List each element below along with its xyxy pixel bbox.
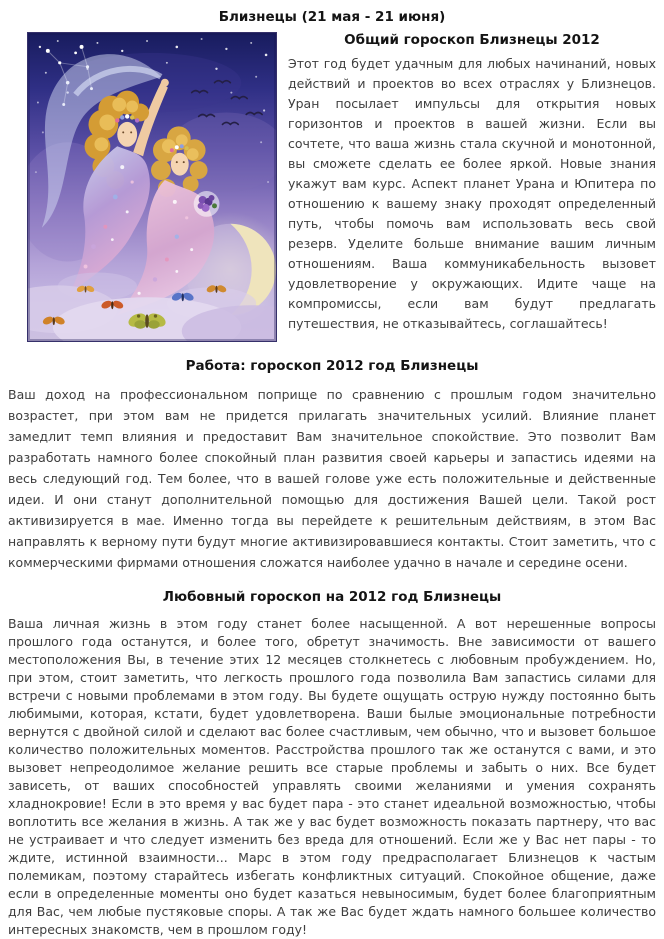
work-heading: Работа: гороскоп 2012 год Близнецы: [185, 358, 479, 374]
love-heading: Любовный гороскоп на 2012 год Близнецы: [162, 589, 502, 605]
gemini-artwork-image: [27, 32, 277, 342]
gemini-painting: [28, 33, 276, 341]
page-title: Близнецы (21 мая - 21 июня): [218, 9, 446, 25]
horoscope-page: [0, 9, 664, 939]
general-text: Этот год будет удачным для любых начинаний, новых действий и проектов во всех отраслях у Близнецов. Уран посылает импульсы для открытия новых горизонтов и проектов в вашей жизни. Если вы сочтете, что ваша жизнь стала скучной и монотонной, вы сможете сделать ее более яркой. Новые знания укажут вам курс. Аспект планет Урана и Юпитера по отношению к вашему знаку проходят определенный путь, чтобы помочь вам использовать весь свой резерв. Уделите больше внимание вашим личным отношениям. Ваша коммуникабельность вызовет удовлетворение у окружающих. Идите чаще на компромиссы, если вам будут предлагать путешествия, не отказывайтесь, соглашайтесь!: [288, 56, 656, 331]
flower-bouquet: [194, 191, 220, 217]
work-text: Ваш доход на профессиональном поприще по сравнению с прошлым годом значительно возрастет, при этом вам не придется прилагать значительных усилий. Влияние планет замедлит темп влияния и предоставит Вам значительное спокойствие. Это позволит Вам разработать намного более спокойный план развития своей карьеры и запастись идеями на весь следующий год. Тем более, что в вашей голове уже есть положительные и действенные идеи. И они станут дополнительной помощью для достижения Вашей цели. Такой рост активизируется в мае. Именно тогда вы перейдете к решительным действиям, в этом Вас направлять к верному пути будут многие активизировавшиеся контакты. Стоит заметить, что с коммерческими фирмами отношения сложатся наиболее удачно в начале и середине осени.: [8, 387, 656, 570]
love-text: Ваша личная жизнь в этом году станет более насыщенной. А вот нерешенные вопросы прошлого года останутся, и более того, обретут значимость. Вне зависимости от вашего местоположения Вы, в течение этих 12 месяцев столкнетесь с любовным пробуждением. Но, при этом, стоит заметить, что легкость прошлого года позволила Вам запастись силами для встречи с новыми проблемами в этом году. Вы будете ощущать острую нужду постоянно быть любимыми, которая, кстати, будет удовлетворена. Ваши былые эмоциональные потребности вернутся с двойной силой и сделают вас более счастливым, чем обычно, что и вызовет большое количество положительных моментов. Расстройства прошлого так же останутся с вами, и это вызовет непреодолимое желание решить все старые проблемы и забыть о них. Все будет зависеть, от ваших способностей управлять своими желаниями и умения сохранять хладнокровие! Если в это время у вас будет пара - это станет идеальной возможностью, чтобы воплотить все желания в жизнь. А так же у вас будет возможность показать партнеру, что вас не устраивает и что следует изменить без вреда для отношений. Если же у Вас нет пары - то ждите, истинной взаимности... Марс в этом году предрасполагает Близнецов к частым полемикам, поэтому старайтесь избегать конфликтных ситуаций. Спокойное общение, даже если в определенные моменты оно будет казаться невыносимым, будет более благоприятным для Вас, чем любые пустяковые споры. А так же Вас будет ждать намного большее количество интересных знакомств, чем в прошлом году!: [8, 616, 656, 937]
general-section: [8, 32, 656, 342]
general-heading: Общий гороскоп Близнецы 2012: [344, 32, 600, 48]
general-column: [277, 32, 656, 334]
